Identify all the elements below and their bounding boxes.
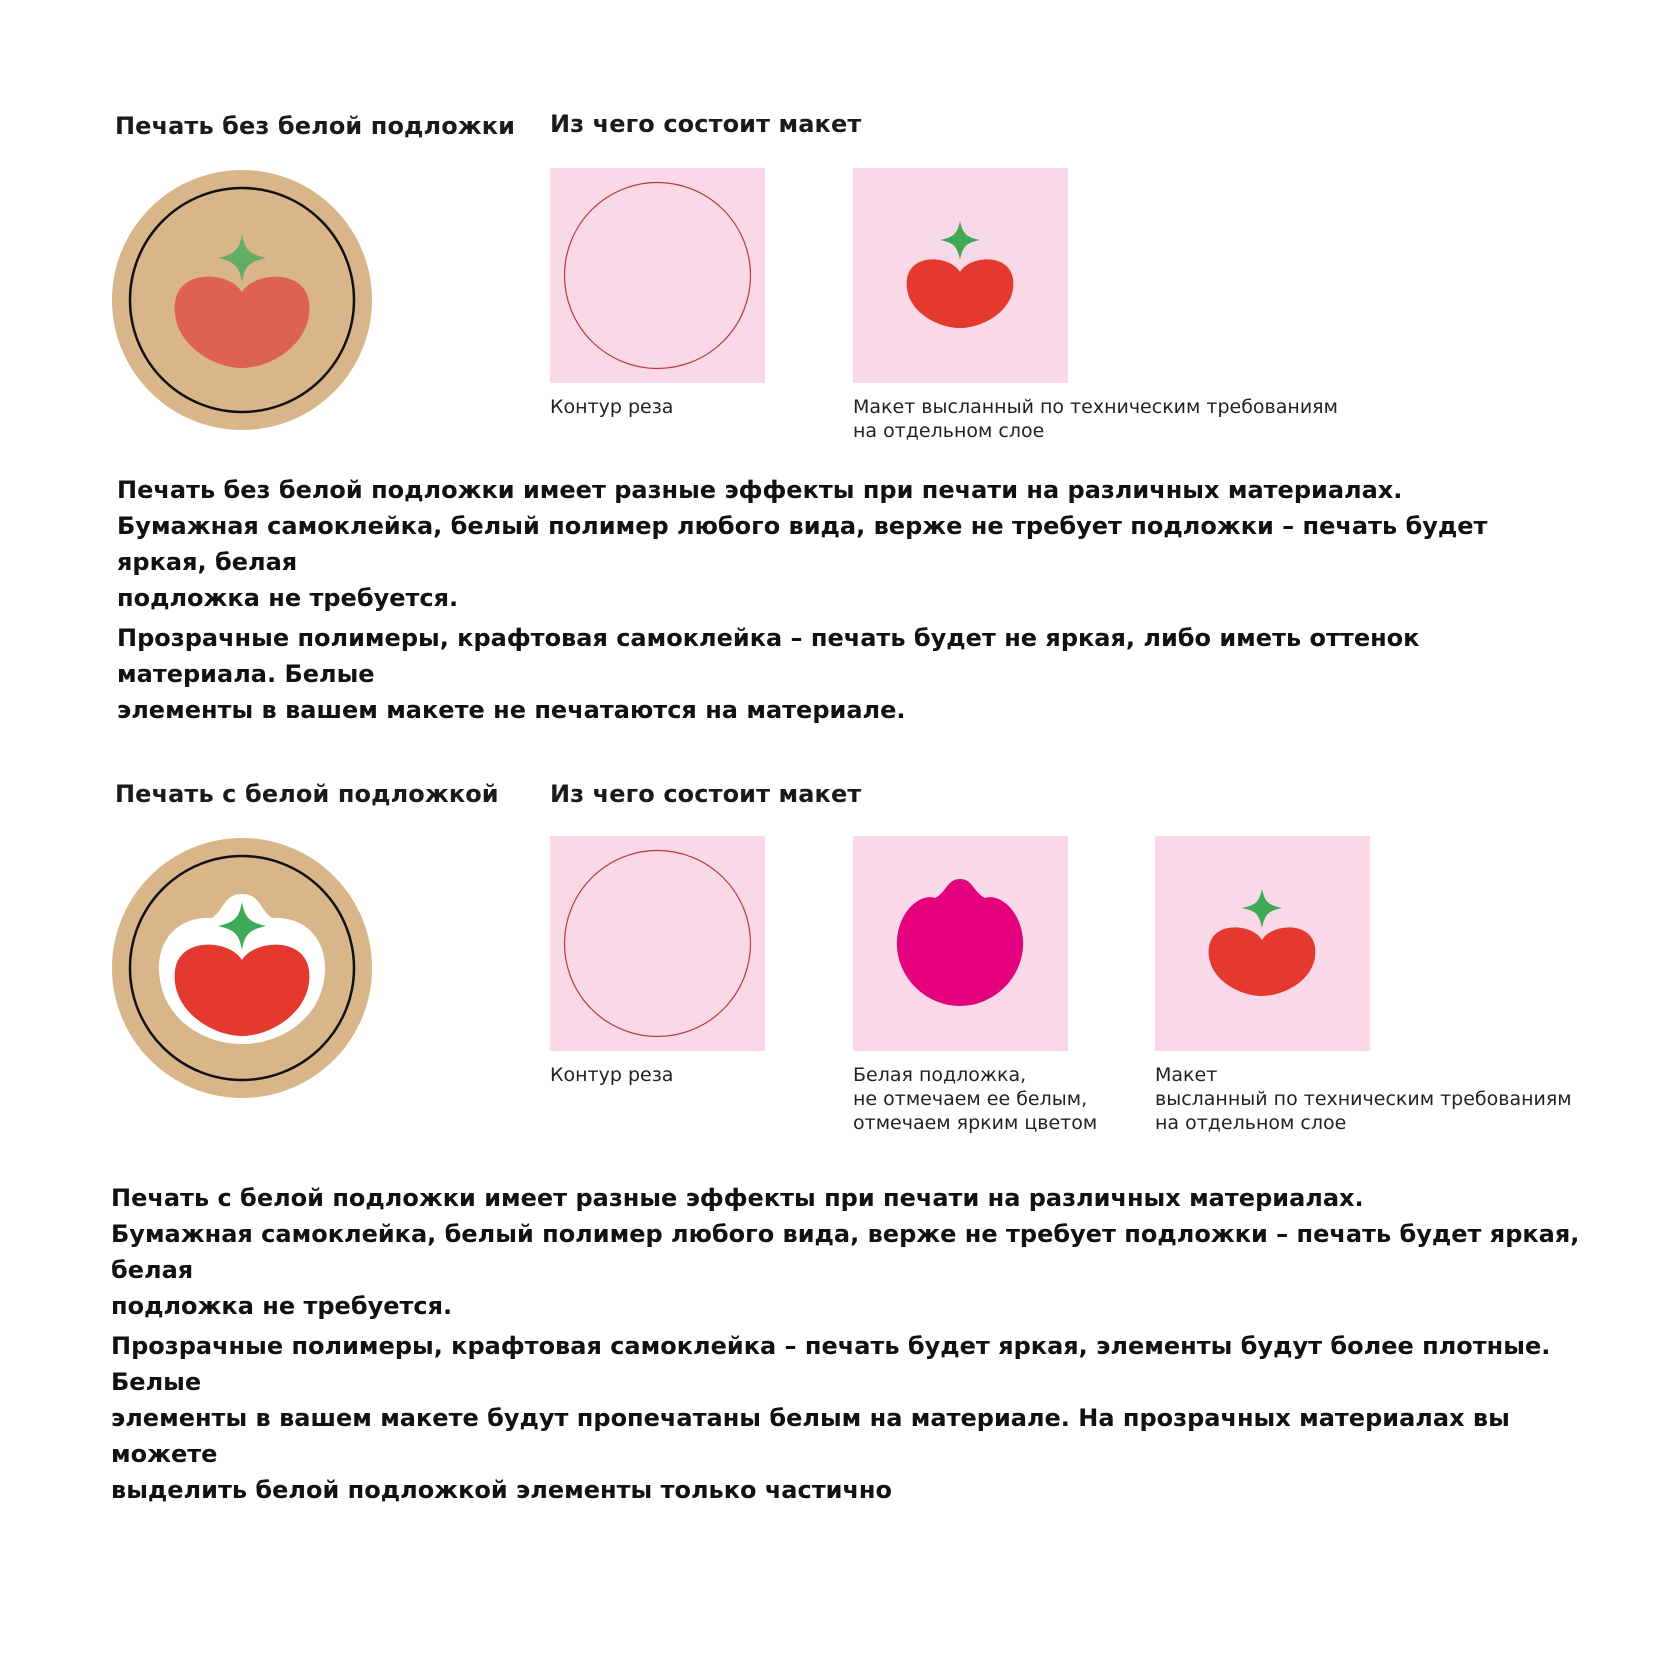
section1-paragraph1: Печать без белой подложки имеет разные эффекты при печати на различных материалах. Бумажная самоклейка, белый полимер любого вида, верже не требует подложки – печать будет яркая, белая подложка не требуется. [117,476,1488,612]
sticker-with-white-base [112,838,372,1098]
white-base-tile [853,836,1068,1051]
caption-white-base: Белая подложка, не отмечаем ее белым, отмечаем ярким цветом [853,1064,1098,1134]
cut-contour-tile-1 [550,168,765,383]
caption-cut-1: Контур реза [550,396,674,418]
tomato-icon [1209,889,1316,996]
section2-paragraph1: Печать с белой подложки имеет разные эффекты при печати на различных материалах. Бумажная самоклейка, белый полимер любого вида, верже не требует подложки – печать будет яркая, белая подложка не требуется. [111,1184,1580,1320]
tomato-icon [907,221,1014,328]
cut-contour-circle [565,851,751,1037]
section1-paragraph2: Прозрачные полимеры, крафтовая самоклейка – печать будет не яркая, либо иметь оттенок материала. Белые элементы в вашем макете не печатаются на материале. [117,624,1420,724]
section2-layout-title: Из чего состоит макет [550,780,862,808]
caption-artwork-2: Макет высланный по техническим требованиям на отдельном слое [1155,1064,1572,1134]
artwork-tile-2 [1155,836,1370,1051]
section2-paragraph2: Прозрачные полимеры, крафтовая самоклейка – печать будет яркая, элементы будут более плотные. Белые элементы в вашем макете будут пропечатаны белым на материале. На прозрачных материалах вы можете выделить белой подложкой элементы только частично [111,1332,1551,1504]
artwork-tile-1 [853,168,1068,383]
cut-contour-circle [565,183,751,369]
section2-title: Печать с белой подложкой [115,780,499,808]
cut-contour-tile-2 [550,836,765,1051]
sticker-no-white-base [112,170,372,430]
white-base-shape [897,879,1023,1006]
caption-artwork-1: Макет высланный по техническим требованиям на отдельном слое [853,396,1338,442]
section1-title: Печать без белой подложки [115,112,516,140]
section1-layout-title: Из чего состоит макет [550,110,862,138]
caption-cut-2: Контур реза [550,1064,674,1086]
